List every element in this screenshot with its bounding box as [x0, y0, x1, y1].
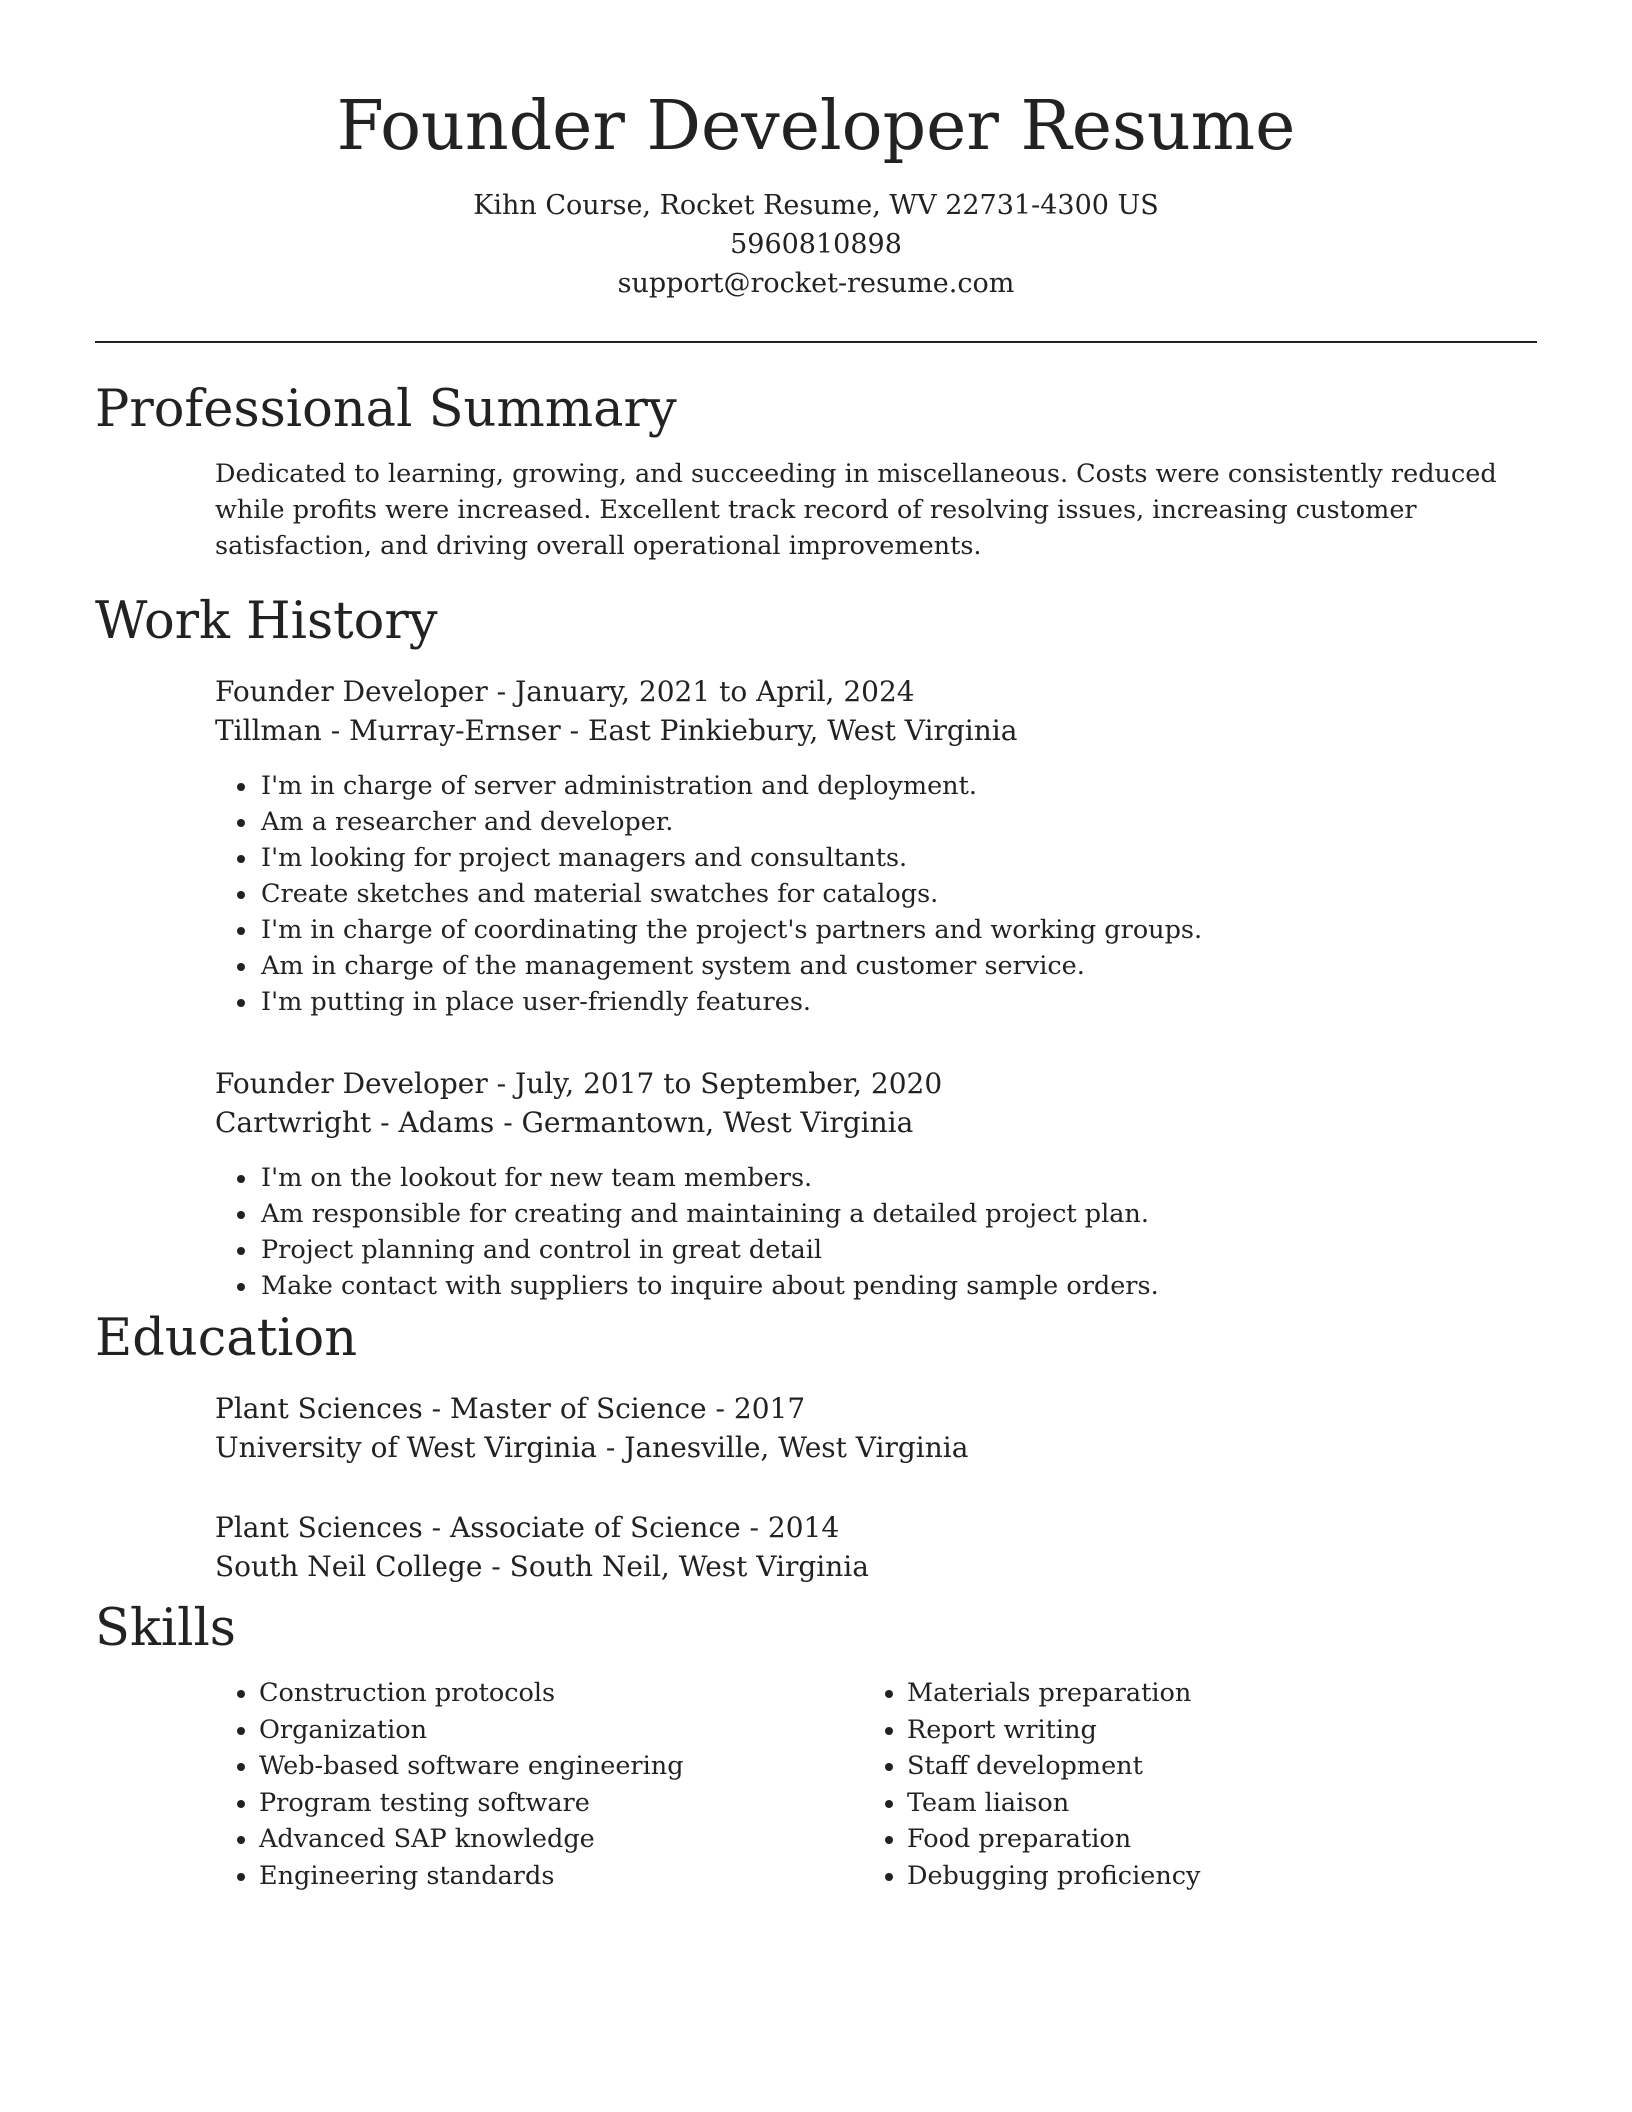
- education-degree-line: [215, 1389, 1537, 1428]
- list-item: • Create sketches and material swatches for catalogs.: [259, 876, 1537, 912]
- job-company-line: [215, 1103, 1537, 1142]
- list-item: • Organization: [259, 1712, 863, 1749]
- job-location: - East Pinkiebury, West Virginia: [560, 714, 1018, 747]
- list-item: • Food preparation: [907, 1821, 1511, 1858]
- list-item: • Am responsible for creating and maintaining a detailed project plan.: [259, 1196, 1537, 1232]
- contact-email: support@rocket-resume.com: [617, 268, 1015, 299]
- list-item: • Engineering standards: [259, 1858, 863, 1895]
- education-year: - 2014: [740, 1511, 840, 1544]
- education-degree: - Associate of Science: [422, 1511, 741, 1544]
- list-item: • Program testing software: [259, 1785, 863, 1822]
- education-school: University of West Virginia: [215, 1431, 597, 1464]
- education-entry: [215, 1508, 1537, 1586]
- work-history-heading: Work History: [95, 592, 438, 651]
- education-field: Plant Sciences: [215, 1392, 423, 1425]
- job-company-line: [215, 711, 1537, 750]
- education-section: [95, 1307, 1537, 1586]
- list-item: • I'm in charge of server administration and deployment.: [259, 768, 1537, 804]
- job-duties-list: [215, 768, 1537, 1020]
- education-school-line: [215, 1547, 1537, 1586]
- job-role: Founder Developer: [215, 1067, 488, 1100]
- education-entry: [215, 1389, 1537, 1467]
- list-item: • Staff development: [907, 1748, 1511, 1785]
- education-school-line: [215, 1428, 1537, 1467]
- skills-heading: Skills: [95, 1599, 236, 1658]
- skills-list: [863, 1675, 1511, 1894]
- job-entry: [215, 1064, 1537, 1304]
- contact-address: Kihn Course, Rocket Resume, WV 22731-4300 US: [473, 190, 1159, 221]
- job-title-line: [215, 672, 1537, 711]
- list-item: • Advanced SAP knowledge: [259, 1821, 863, 1858]
- list-item: • Web-based software engineering: [259, 1748, 863, 1785]
- contact-block: [0, 186, 1632, 303]
- job-role: Founder Developer: [215, 675, 488, 708]
- resume-title: Founder Developer Resume: [336, 87, 1296, 166]
- list-item: • Team liaison: [907, 1785, 1511, 1822]
- skills-section: [95, 1597, 1537, 1894]
- list-item: • Make contact with suppliers to inquire about pending sample orders.: [259, 1268, 1537, 1304]
- resume-header: [0, 0, 1632, 303]
- education-degree: - Master of Science: [422, 1392, 707, 1425]
- job-dates: - July, 2017 to September, 2020: [487, 1067, 943, 1100]
- summary-text: Dedicated to learning, growing, and succeeding in miscellaneous. Costs were consistently reduced while profits were increased. Excellent track record of resolving issues, increasing customer satisfaction, and driving overall operational improvements.: [215, 459, 1497, 561]
- list-item: • Am a researcher and developer.: [259, 804, 1537, 840]
- summary-heading: Professional Summary: [95, 380, 677, 439]
- contact-phone: 5960810898: [730, 229, 902, 260]
- list-item: • Am in charge of the management system and customer service.: [259, 948, 1537, 984]
- education-year: - 2017: [706, 1392, 806, 1425]
- skills-grid: [215, 1661, 1537, 1894]
- education-field: Plant Sciences: [215, 1511, 423, 1544]
- skills-column-left: [215, 1661, 863, 1894]
- header-divider: [95, 341, 1537, 343]
- list-item: • I'm on the lookout for new team members.: [259, 1160, 1537, 1196]
- skills-list: [215, 1675, 863, 1894]
- list-item: • Construction protocols: [259, 1675, 863, 1712]
- job-company: Cartwright - Adams: [215, 1106, 495, 1139]
- list-item: • I'm looking for project managers and consultants.: [259, 840, 1537, 876]
- education-heading: Education: [95, 1309, 358, 1368]
- list-item: • I'm putting in place user-friendly features.: [259, 984, 1537, 1020]
- list-item: • Report writing: [907, 1712, 1511, 1749]
- job-company: Tillman - Murray-Ernser: [215, 714, 561, 747]
- list-item: • Debugging proficiency: [907, 1858, 1511, 1895]
- job-dates: - January, 2021 to April, 2024: [487, 675, 915, 708]
- education-degree-line: [215, 1508, 1537, 1547]
- list-item: • Materials preparation: [907, 1675, 1511, 1712]
- job-duties-list: [215, 1160, 1537, 1304]
- education-school: South Neil College: [215, 1550, 483, 1583]
- education-location: - Janesville, West Virginia: [597, 1431, 969, 1464]
- education-location: - South Neil, West Virginia: [482, 1550, 869, 1583]
- job-entry: [215, 672, 1537, 1020]
- list-item: • I'm in charge of coordinating the project's partners and working groups.: [259, 912, 1537, 948]
- skills-column-right: [863, 1661, 1511, 1894]
- job-title-line: [215, 1064, 1537, 1103]
- work-history-section: [95, 590, 1537, 1304]
- summary-section: [95, 378, 1537, 564]
- list-item: • Project planning and control in great detail: [259, 1232, 1537, 1268]
- job-location: - Germantown, West Virginia: [494, 1106, 914, 1139]
